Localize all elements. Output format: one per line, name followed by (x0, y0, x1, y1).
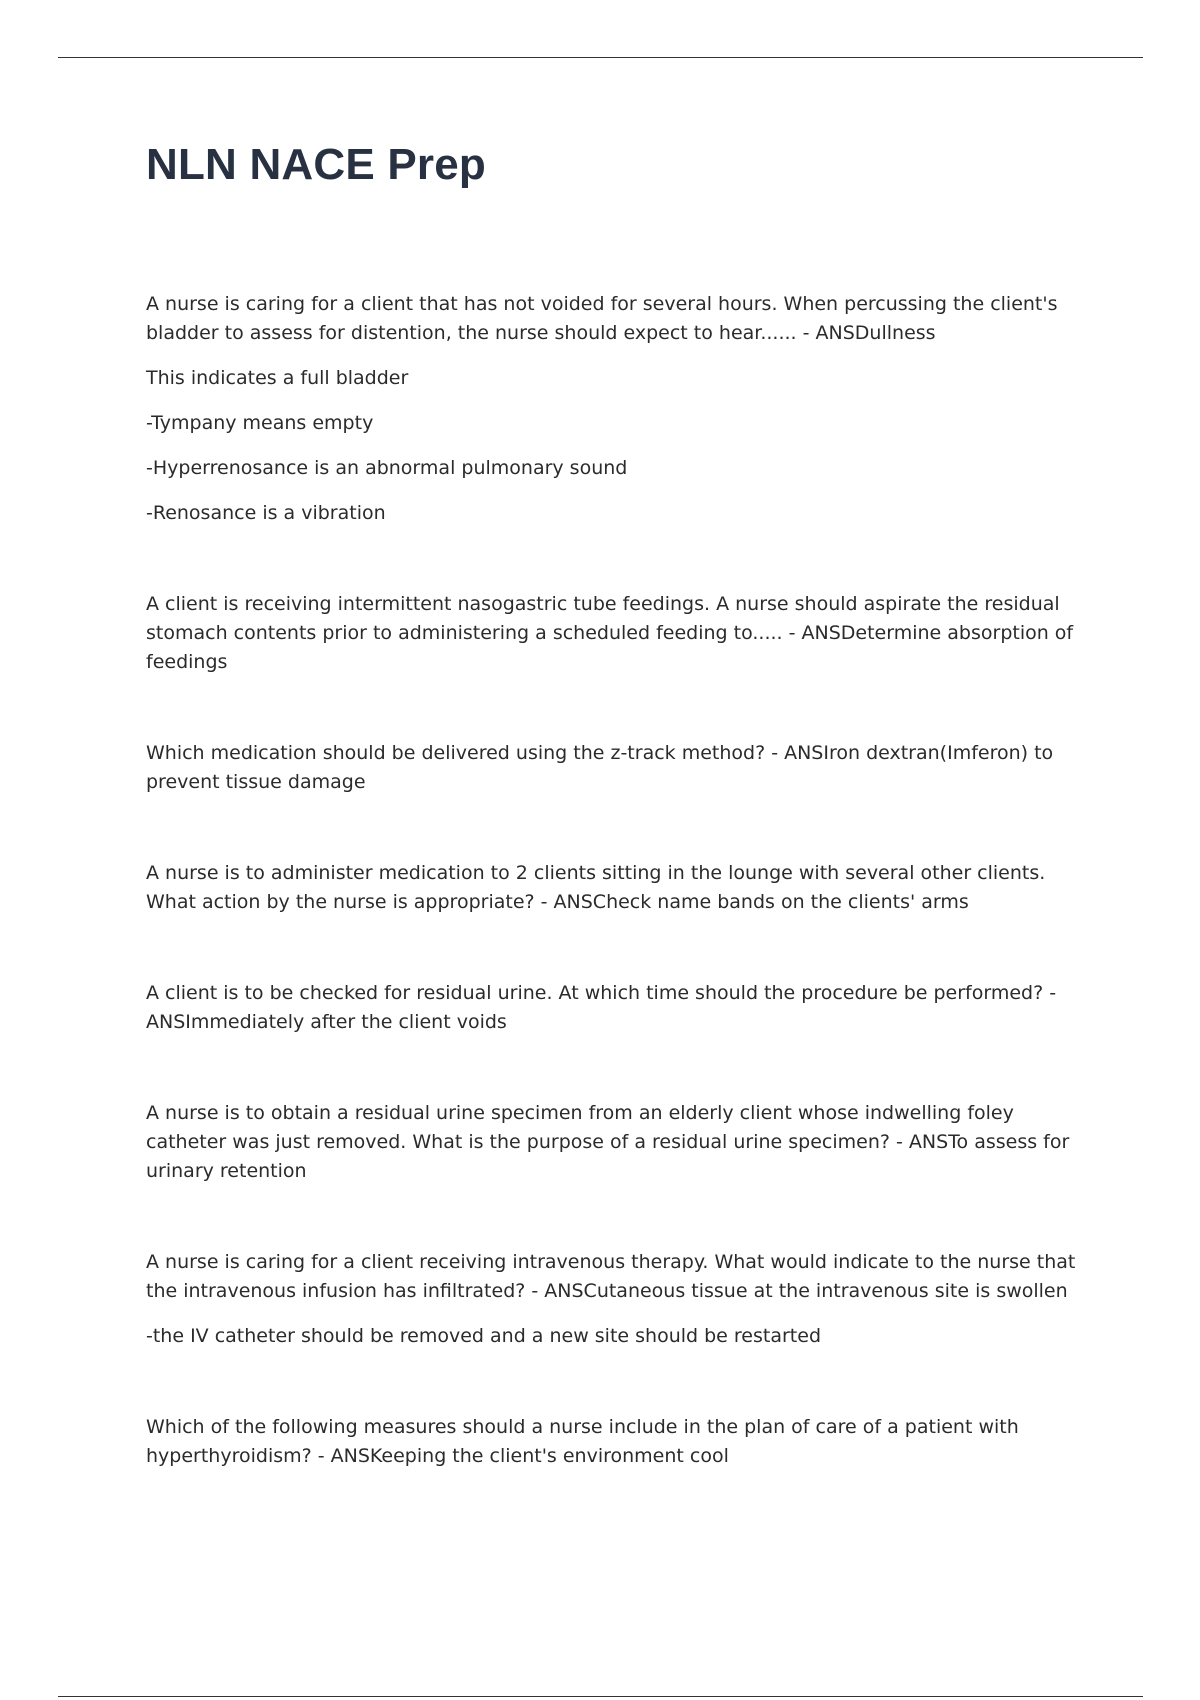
answer-note: -Tympany means empty (146, 412, 374, 434)
question-answer: A nurse is caring for a client receiving intravenous therapy. What would indicate to the nurse that the intravenous infusion has infiltrated? - ANSCutaneous tissue at the intravenous site is swollen (146, 1251, 1076, 1302)
qa-item (146, 1248, 1086, 1351)
question-answer: A client is receiving intermittent nasogastric tube feedings. A nurse should aspirate the residual stomach contents prior to administering a scheduled feeding to..... - ANSDetermine absorption of feedings (146, 593, 1074, 673)
question-answer: A nurse is caring for a client that has not voided for several hours. When percussing the client's bladder to assess for distention, the nurse should expect to hear...... - ANSDullness (146, 293, 1058, 344)
qa-item (146, 290, 1086, 528)
qa-item (146, 1413, 1086, 1471)
question-answer: A nurse is to obtain a residual urine specimen from an elderly client whose indwelling foley catheter was just removed. What is the purpose of a residual urine specimen? - ANSTo assess for urinary retention (146, 1102, 1070, 1182)
qa-item (146, 590, 1086, 677)
document-body (146, 290, 1086, 1533)
answer-note: -Hyperrenosance is an abnormal pulmonary sound (146, 457, 628, 479)
page-title: NLN NACE Prep (146, 140, 486, 189)
top-divider (58, 57, 1143, 58)
question-answer: Which medication should be delivered using the z-track method? - ANSIron dextran(Imferon) to prevent tissue damage (146, 742, 1054, 793)
answer-note: This indicates a full bladder (146, 367, 409, 389)
qa-item (146, 859, 1086, 917)
qa-item (146, 979, 1086, 1037)
question-answer: A nurse is to administer medication to 2 clients sitting in the lounge with several other clients. What action by the nurse is appropriate? - ANSCheck name bands on the clients' arms (146, 862, 1046, 913)
question-answer: A client is to be checked for residual urine. At which time should the procedure be performed? - ANSImmediately after the client voids (146, 982, 1057, 1033)
qa-item (146, 1099, 1086, 1186)
answer-note: -the IV catheter should be removed and a new site should be restarted (146, 1325, 822, 1347)
bottom-divider (58, 1696, 1143, 1697)
answer-note: -Renosance is a vibration (146, 502, 386, 524)
qa-item (146, 739, 1086, 797)
question-answer: Which of the following measures should a nurse include in the plan of care of a patient with hyperthyroidism? - ANSKeeping the client's environment cool (146, 1416, 1019, 1467)
